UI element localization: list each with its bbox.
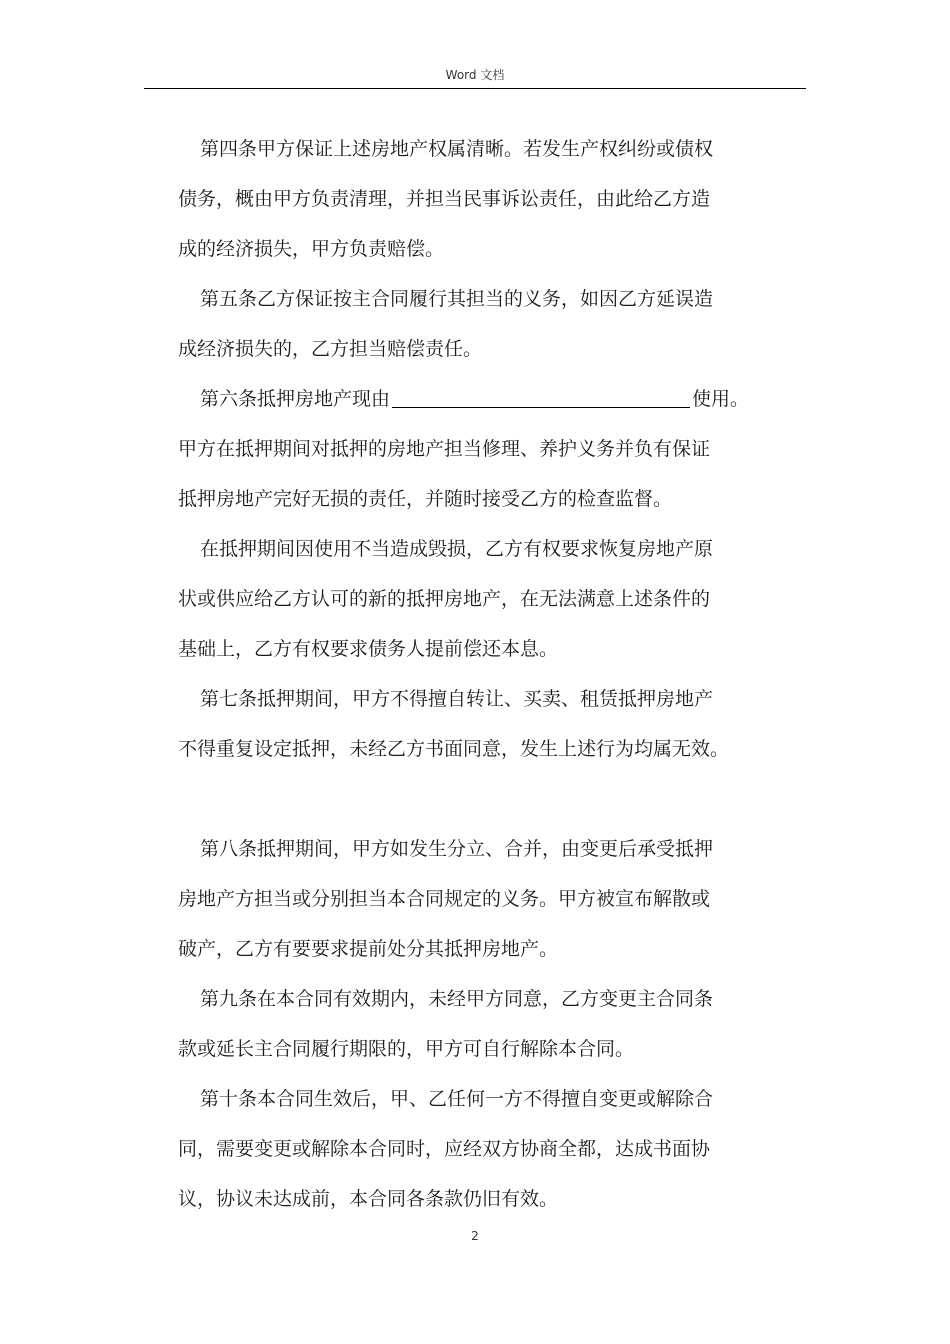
header-divider xyxy=(144,88,806,89)
article-10-paragraph xyxy=(178,1074,808,1224)
text-line: 第四条甲方保证上述房地产权属清晰。若发生产权纠纷或债权 xyxy=(200,138,714,160)
text-line: 甲方在抵押期间对抵押的房地产担当修理、养护义务并负有保证 xyxy=(178,438,711,460)
text-line: 同，需要变更或解除本合同时，应经双方协商全都，达成书面协 xyxy=(178,1138,711,1160)
text-line: 第九条在本合同有效期内，未经甲方同意，乙方变更主合同条 xyxy=(200,988,714,1010)
article-6-trailing-text: 使用。 xyxy=(692,388,750,410)
text-line: 不得重复设定抵押，未经乙方书面同意，发生上述行为均属无效。 xyxy=(178,738,730,760)
text-line-with-blank xyxy=(178,374,808,424)
article-9-paragraph xyxy=(178,974,808,1074)
text-line: 议，协议未达成前，本合同各条款仍旧有效。 xyxy=(178,1188,559,1210)
page-number: 2 xyxy=(471,1229,479,1243)
text-line: 第五条乙方保证按主合同履行其担当的义务，如因乙方延误造 xyxy=(200,288,714,310)
article-8-paragraph xyxy=(178,824,808,974)
text-line: 第七条抵押期间，甲方不得擅自转让、买卖、租赁抵押房地产 xyxy=(200,688,714,710)
text-line: 成的经济损失，甲方负责赔偿。 xyxy=(178,238,445,260)
text-line: 款或延长主合同履行期限的，甲方可自行解除本合同。 xyxy=(178,1038,635,1060)
text-line: 第八条抵押期间，甲方如发生分立、合并，由变更后承受抵押 xyxy=(200,838,714,860)
text-line: 债务，概由甲方负责清理，并担当民事诉讼责任，由此给乙方造 xyxy=(178,188,711,210)
text-line: 破产，乙方有要要求提前处分其抵押房地产。 xyxy=(178,938,559,960)
damage-clause-paragraph xyxy=(178,524,808,674)
text-line: 在抵押期间因使用不当造成毁损，乙方有权要求恢复房地产原 xyxy=(200,538,714,560)
user-fill-blank[interactable] xyxy=(392,385,690,408)
text-line: 抵押房地产完好无损的责任，并随时接受乙方的检查监督。 xyxy=(178,488,673,510)
article-6-lead-text: 第六条抵押房地产现由 xyxy=(200,388,391,410)
text-line: 基础上，乙方有权要求债务人提前偿还本息。 xyxy=(178,638,559,660)
article-7-paragraph xyxy=(178,674,808,774)
page-header: Word 文档 xyxy=(445,68,505,82)
document-body xyxy=(178,124,808,1224)
text-line: 成经济损失的，乙方担当赔偿责任。 xyxy=(178,338,483,360)
text-line: 第十条本合同生效后，甲、乙任何一方不得擅自变更或解除合 xyxy=(200,1088,714,1110)
text-line: 状或供应给乙方认可的新的抵押房地产，在无法满意上述条件的 xyxy=(178,588,711,610)
article-5-paragraph xyxy=(178,274,808,374)
article-4-paragraph xyxy=(178,124,808,274)
article-6-paragraph xyxy=(178,374,808,524)
empty-line xyxy=(178,774,808,824)
text-line: 房地产方担当或分别担当本合同规定的义务。甲方被宣布解散或 xyxy=(178,888,711,910)
